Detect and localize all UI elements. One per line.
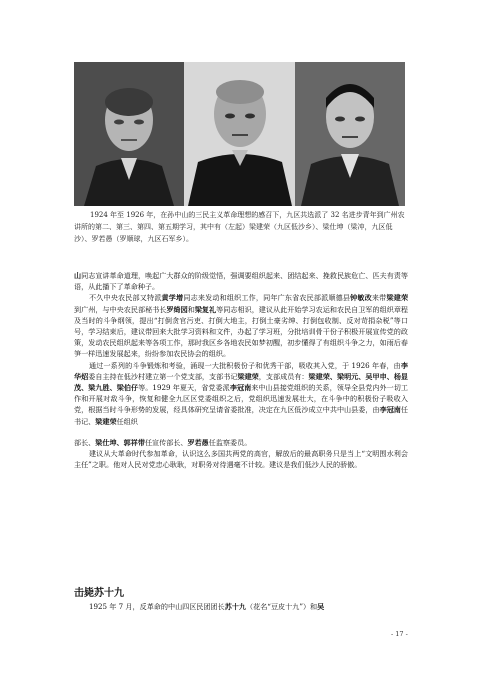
paragraph-text: 来中山县接党组织的关系，领导全县党内外一切工作和开展对敌斗争，恢复和健全九区区党委组织之后，党组织迅速发展壮大，在斗争中的积极份子吸收入党，根据当时斗争形势的发展，经具体研究呈请省委批准，决定在九区低沙成立中共中山县委，由 bbox=[74, 383, 409, 415]
person-name: 罗若愚 bbox=[187, 437, 209, 447]
page-number: - 17 - bbox=[391, 630, 408, 638]
paragraph-gap bbox=[74, 427, 408, 437]
person-name: 梁复礼 bbox=[194, 304, 217, 314]
photo-strip bbox=[74, 62, 405, 206]
photo-caption: 1924 年至 1926 年，在孙中山的三民主义革命理想的感召下，九区共选派了 32 名进步青年到广州农讲所的第二、第三、第四、第五期学习，其中有（左起）梁建荣（九区低沙乡）、梁仕坤（梁冲，九区低沙）、罗若愚（罗顺球，九区石军乡）。 bbox=[74, 211, 405, 243]
paragraph-text: 和 bbox=[187, 304, 195, 314]
portrait-photo-1 bbox=[74, 62, 184, 206]
person-names: 梁仕坤、郭祥带 bbox=[95, 437, 145, 447]
portrait-photo-2 bbox=[184, 62, 295, 206]
paragraph-text: 委自主持在低沙村建立第一个党支部，支部书记 bbox=[88, 371, 238, 381]
person-name: 李华炤 bbox=[74, 360, 408, 381]
person-name: 苏十九 bbox=[224, 602, 247, 611]
paragraph-text: 等同志相识，建议从此开始学习农运和农民自卫军的组织章程及当时的斗争纲领，提出“打倒贪官污吏、打倒大地主，打倒土豪劣绅、打倒包收制、反对苛捐杂税”等口号，学习结束后，建议带回来大批学习资料和文件，办起了学习班，分批培训骨干份子积极开展宣传党的政策，发动农民组织起来等各项工作，那时我区乡各地农民如梦初醒，初步懂得了有组织斗争之力，如雨后春笋一样迅速发展起来，纷纷参加农民协会的组织。 bbox=[74, 304, 409, 359]
paragraph-3 bbox=[74, 360, 408, 427]
paragraph-text: 通过一系列的斗争锻炼和考验，涌现一大批积极份子和优秀干部，吸收其入党，于 1926 年春，由 bbox=[89, 360, 401, 370]
paragraph-text: 任监察委员。 bbox=[208, 437, 252, 447]
portrait-photo-3 bbox=[295, 62, 405, 206]
person-name: 钟敏改 bbox=[350, 293, 372, 303]
article-body bbox=[74, 270, 408, 470]
paragraph-text: ，支部成员有： bbox=[258, 371, 309, 381]
paragraph-2 bbox=[74, 292, 408, 359]
paragraph-1 bbox=[74, 270, 408, 292]
paragraph-text: （花名“豆皮十九”）和 bbox=[246, 602, 318, 611]
person-name: 罗绮园 bbox=[166, 304, 188, 314]
paragraph-text: 任书记、 bbox=[74, 405, 409, 426]
person-name: 梁建荣 bbox=[386, 293, 409, 303]
person-name: 吴 bbox=[317, 602, 325, 611]
person-name: 梁建荣 bbox=[237, 371, 259, 381]
person-name: 李冠南 bbox=[379, 405, 401, 415]
section-paragraph bbox=[74, 601, 408, 612]
bold-text: 山 bbox=[74, 271, 82, 280]
paragraph-text: 任宣传部长、 bbox=[144, 437, 188, 447]
section-title: 击毙苏十九 bbox=[74, 588, 124, 599]
paragraph-text: 到广州，与中央农民部秘书长 bbox=[74, 304, 167, 314]
paragraph-3-continued bbox=[74, 437, 408, 448]
paragraph-text: 同志宣讲革命道理，唤起广大群众的阶级觉悟，强调要组织起来、团结起来、挽救民族危亡、匹夫有责等语，从此播下了革命种子。 bbox=[74, 271, 408, 292]
paragraph-text: 等。1929 年夏天，省党委派 bbox=[138, 383, 230, 393]
paragraph-text: 部长、 bbox=[74, 437, 96, 447]
paragraph-text: 任组织 bbox=[116, 416, 138, 426]
person-name: 梁建荣 bbox=[95, 416, 117, 426]
person-name: 李冠南 bbox=[229, 383, 252, 393]
paragraph-4: 建议从大革命时代参加革命，认识这么多国共两党的高官，解放后的最高职务只是当上“文明围水利会主任”之职。他对人民对党忠心耿耿，对职务对待遇毫不计较。建议是我们低沙人民的骄傲。 bbox=[74, 449, 408, 470]
person-name: 黄学增 bbox=[161, 293, 184, 303]
paragraph-text: 1925 年 7 月，反革命的中山四区民团团长 bbox=[89, 602, 225, 611]
paragraph-text: 同志来发动和组织工作，同年广东省农民部派顺德县 bbox=[183, 293, 351, 303]
paragraph-text: 来带 bbox=[371, 293, 387, 303]
paragraph-text: 不久中央农民部又特派 bbox=[89, 293, 162, 303]
person-names: 梁建荣、梁明元、吴甲申、杨显茂、梁九胜、梁伯仔 bbox=[74, 371, 409, 393]
